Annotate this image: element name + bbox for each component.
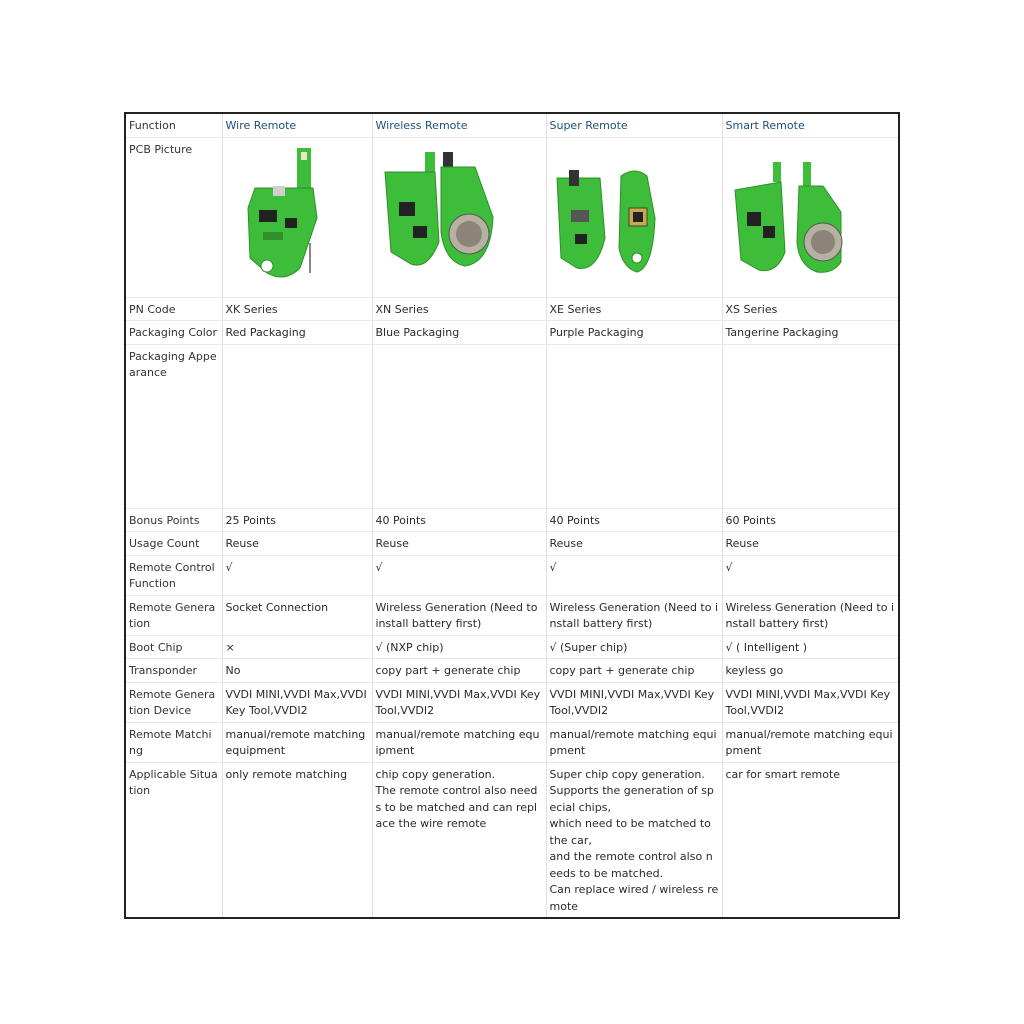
cell-applicable-situation-wireless: chip copy generation. The remote control also needs to be matched and can replace the wire remote	[372, 762, 546, 918]
transponder-row	[125, 659, 899, 683]
cell-usage-count-wire: Reuse	[222, 532, 372, 556]
header-smart-remote: Smart Remote	[722, 113, 899, 137]
header-row	[125, 113, 899, 137]
cell-remote-control-function-wire: √	[222, 555, 372, 595]
remote-control-function-row	[125, 555, 899, 595]
cell-remote-control-function-super: √	[546, 555, 722, 595]
pcb-image-smart-remote	[722, 137, 899, 297]
applicable-situation-row	[125, 762, 899, 918]
cell-applicable-situation-super: Super chip copy generation. Supports the generation of special chips, which need to be matched to the car, and the remote control also needs to be matched. Can replace wired / wireless remote	[546, 762, 722, 918]
cell-bonus-points-smart: 60 Points	[722, 508, 899, 532]
bonus-points-row	[125, 508, 899, 532]
cell-applicable-situation-wire: only remote matching	[222, 762, 372, 918]
cell-remote-generation-super: Wireless Generation (Need to install battery first)	[546, 595, 722, 635]
cell-packaging-appearance-wireless	[372, 344, 546, 508]
cell-bonus-points-wireless: 40 Points	[372, 508, 546, 532]
cell-pn-code-super: XE Series	[546, 297, 722, 321]
cell-packaging-color-wireless: Blue Packaging	[372, 321, 546, 345]
row-label-boot-chip: Boot Chip	[125, 635, 222, 659]
pcb-board-icon	[555, 168, 685, 278]
cell-transponder-wireless: copy part + generate chip	[372, 659, 546, 683]
cell-packaging-appearance-wire	[222, 344, 372, 508]
packaging-color-row	[125, 321, 899, 345]
cell-remote-generation-device-wireless: VVDI MINI,VVDI Max,VVDI Key Tool,VVDI2	[372, 682, 546, 722]
cell-usage-count-wireless: Reuse	[372, 532, 546, 556]
cell-boot-chip-super: √ (Super chip)	[546, 635, 722, 659]
cell-bonus-points-wire: 25 Points	[222, 508, 372, 532]
cell-pn-code-wireless: XN Series	[372, 297, 546, 321]
cell-transponder-smart: keyless go	[722, 659, 899, 683]
cell-pn-code-smart: XS Series	[722, 297, 899, 321]
row-label-pcb-picture: PCB Picture	[125, 137, 222, 297]
cell-remote-generation-device-smart: VVDI MINI,VVDI Max,VVDI Key Tool,VVDI2	[722, 682, 899, 722]
cell-packaging-appearance-super	[546, 344, 722, 508]
cell-remote-matching-smart: manual/remote matching equipment	[722, 722, 899, 762]
cell-packaging-color-smart: Tangerine Packaging	[722, 321, 899, 345]
pcb-image-wireless-remote	[372, 137, 546, 297]
cell-boot-chip-wire: ×	[222, 635, 372, 659]
cell-remote-generation-device-wire: VVDI MINI,VVDI Max,VVDI Key Tool,VVDI2	[222, 682, 372, 722]
row-label-applicable-situation: Applicable Situation	[125, 762, 222, 918]
cell-remote-control-function-wireless: √	[372, 555, 546, 595]
header-wireless-remote: Wireless Remote	[372, 113, 546, 137]
row-label-remote-generation: Remote Generation	[125, 595, 222, 635]
remote-generation-row	[125, 595, 899, 635]
pcb-image-super-remote	[546, 137, 722, 297]
pcb-image-wire-remote	[222, 137, 372, 297]
cell-remote-generation-wireless: Wireless Generation (Need to install battery first)	[372, 595, 546, 635]
pcb-board-icon	[383, 152, 503, 277]
packaging-appearance-row	[125, 344, 899, 508]
header-wire-remote: Wire Remote	[222, 113, 372, 137]
row-label-bonus-points: Bonus Points	[125, 508, 222, 532]
cell-remote-matching-wire: manual/remote matching equipment	[222, 722, 372, 762]
remote-generation-device-row	[125, 682, 899, 722]
row-label-packaging-color: Packaging Color	[125, 321, 222, 345]
cell-usage-count-super: Reuse	[546, 532, 722, 556]
cell-remote-matching-wireless: manual/remote matching equipment	[372, 722, 546, 762]
pcb-board-icon	[733, 162, 858, 277]
cell-bonus-points-super: 40 Points	[546, 508, 722, 532]
row-label-usage-count: Usage Count	[125, 532, 222, 556]
cell-remote-generation-smart: Wireless Generation (Need to install battery first)	[722, 595, 899, 635]
cell-remote-matching-super: manual/remote matching equipment	[546, 722, 722, 762]
pn-code-row	[125, 297, 899, 321]
pcb-board-icon	[245, 148, 320, 283]
header-super-remote: Super Remote	[546, 113, 722, 137]
comparison-table	[124, 112, 900, 919]
cell-transponder-wire: No	[222, 659, 372, 683]
cell-packaging-appearance-smart	[722, 344, 899, 508]
remote-matching-row	[125, 722, 899, 762]
header-function: Function	[125, 113, 222, 137]
cell-boot-chip-wireless: √ (NXP chip)	[372, 635, 546, 659]
cell-packaging-color-wire: Red Packaging	[222, 321, 372, 345]
pcb-picture-row	[125, 137, 899, 297]
cell-remote-generation-device-super: VVDI MINI,VVDI Max,VVDI Key Tool,VVDI2	[546, 682, 722, 722]
cell-transponder-super: copy part + generate chip	[546, 659, 722, 683]
row-label-remote-control-function: Remote Control Function	[125, 555, 222, 595]
cell-remote-generation-wire: Socket Connection	[222, 595, 372, 635]
cell-applicable-situation-smart: car for smart remote	[722, 762, 899, 918]
row-label-remote-matching: Remote Matching	[125, 722, 222, 762]
row-label-packaging-appearance: Packaging Appearance	[125, 344, 222, 508]
cell-boot-chip-smart: √ ( Intelligent )	[722, 635, 899, 659]
cell-usage-count-smart: Reuse	[722, 532, 899, 556]
row-label-transponder: Transponder	[125, 659, 222, 683]
cell-remote-control-function-smart: √	[722, 555, 899, 595]
usage-count-row	[125, 532, 899, 556]
row-label-pn-code: PN Code	[125, 297, 222, 321]
cell-packaging-color-super: Purple Packaging	[546, 321, 722, 345]
boot-chip-row	[125, 635, 899, 659]
row-label-remote-generation-device: Remote Generation Device	[125, 682, 222, 722]
cell-pn-code-wire: XK Series	[222, 297, 372, 321]
